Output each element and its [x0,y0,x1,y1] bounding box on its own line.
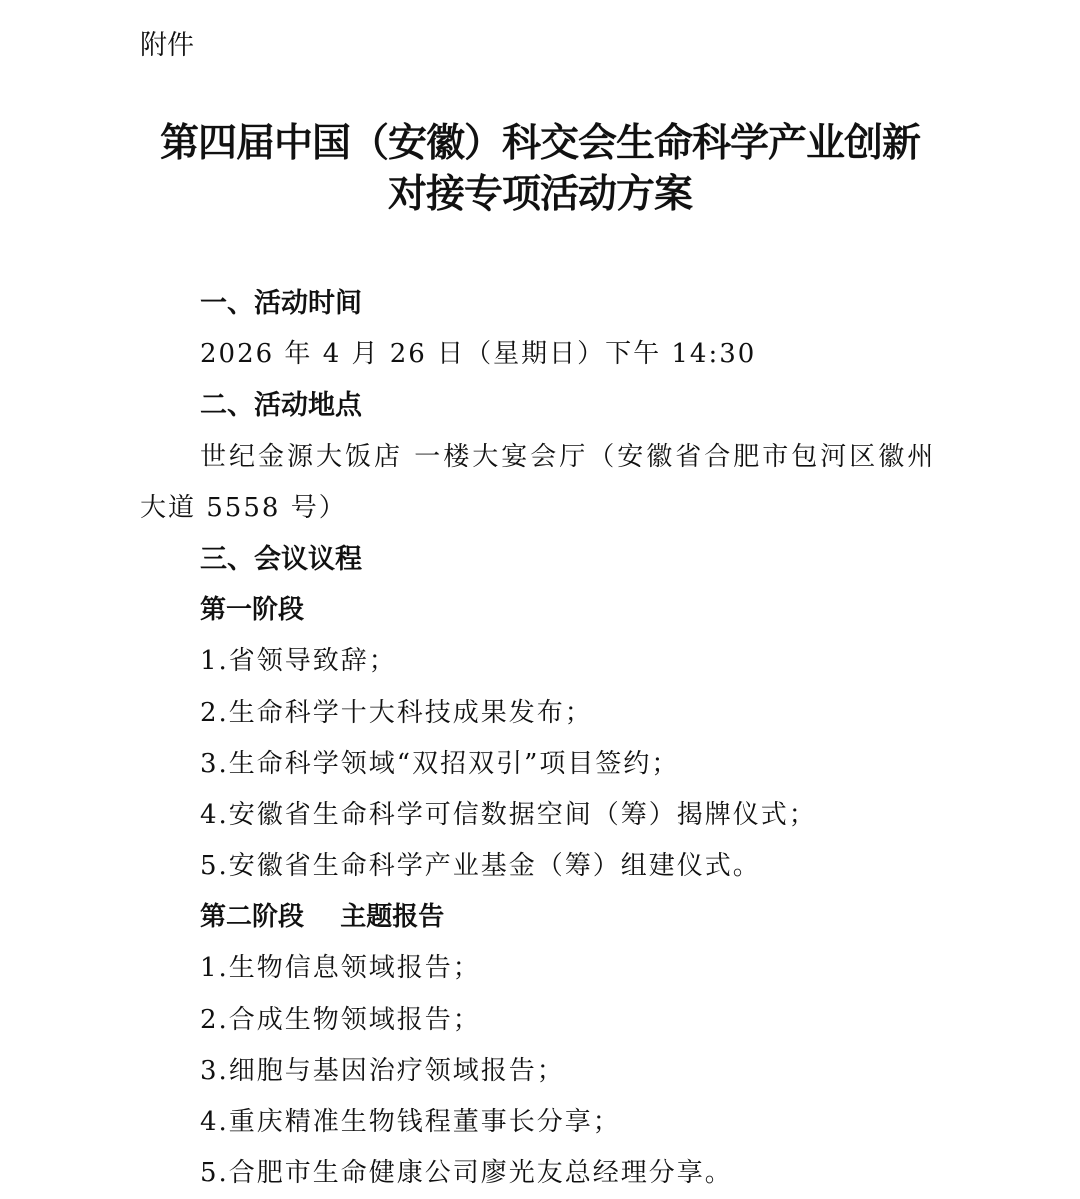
section-heading-agenda: 三、会议议程 [200,543,362,575]
venue-text-line-1: 世纪金源大饭店 一楼大宴会厅（安徽省合肥市包河区徽州 [200,441,937,472]
phase-1-title: 第一阶段 [200,595,305,626]
phase-2-item: 2.合成生物领域报告； [200,1004,481,1035]
title-line-1: 第四届中国（安徽）科交会生命科学产业创新 [159,121,920,166]
phase-1-item: 4.安徽省生命科学可信数据空间（筹）揭牌仪式； [200,799,817,830]
phase-1-item: 5.安徽省生命科学产业基金（筹）组建仪式。 [200,851,761,882]
phase-1-item: 1.省领导致辞； [200,646,397,677]
section-heading-time: 一、活动时间 [200,288,362,319]
document-body [140,278,937,1199]
phase-2-item: 4.重庆精准生物钱程董事长分享； [200,1107,621,1137]
venue-text-line-2: 大道 5558 号） [140,492,347,523]
attachment-label: 附件 [140,30,194,61]
phase-2-item: 1.生物信息领域报告； [200,953,481,984]
phase-2-item: 5.合肥市生命健康公司廖光友总经理分享。 [200,1158,733,1189]
title-line-2: 对接专项活动方案 [387,172,692,217]
section-heading-venue: 二、活动地点 [200,390,362,422]
phase-2-title: 第二阶段 主题报告 [200,902,445,933]
phase-2-item: 3.细胞与基因治疗领域报告； [200,1055,565,1086]
phase-1-item: 2.生命科学十大科技成果发布； [200,697,593,728]
time-text: 2026 年 4 月 26 日（星期日）下午 14:30 [200,339,757,370]
document-title [0,118,1080,220]
phase-1-item: 3.生命科学领域“双招双引”项目签约； [200,748,680,779]
